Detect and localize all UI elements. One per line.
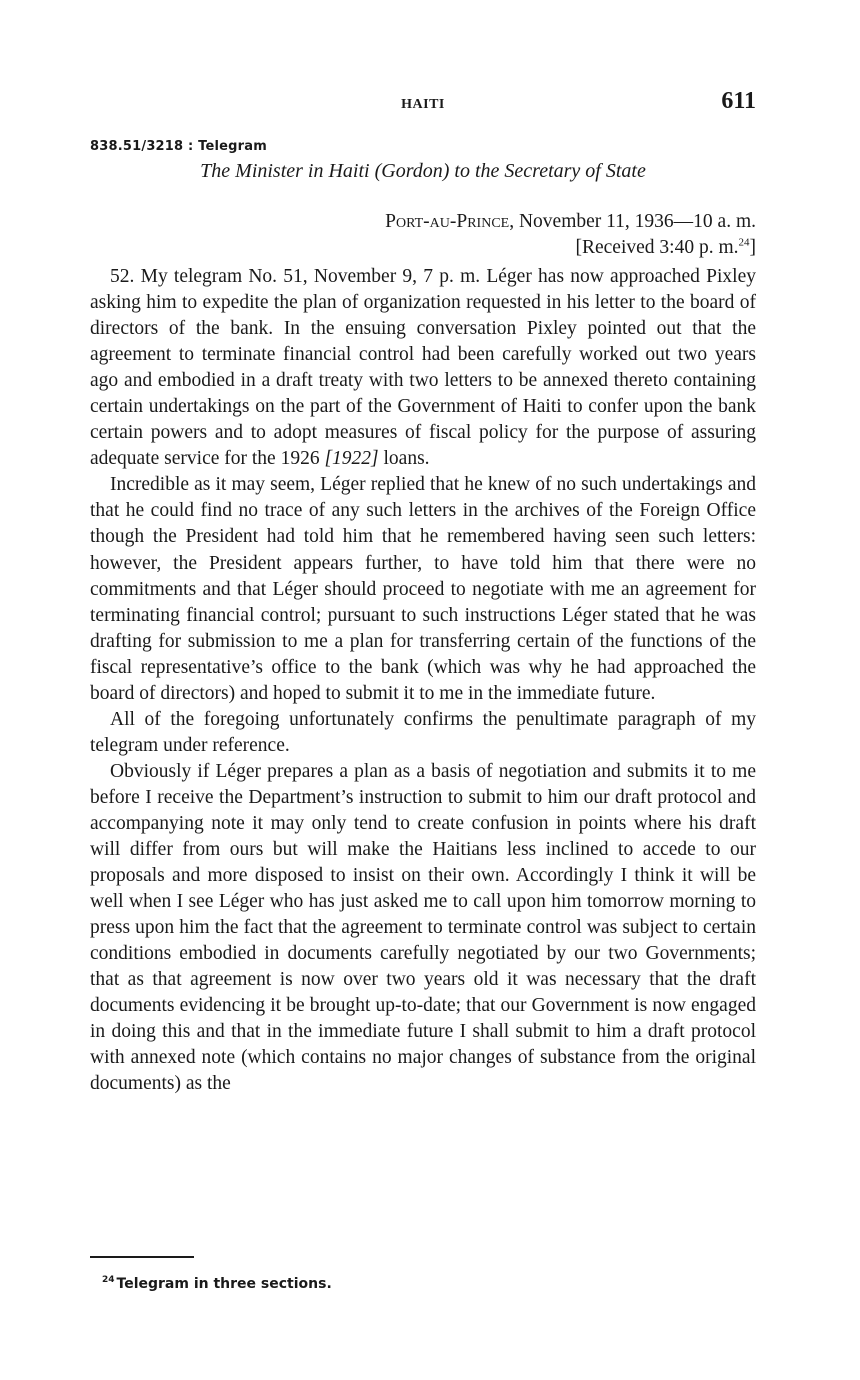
received-footnote-ref: 24 xyxy=(738,236,750,249)
dateline-date: , November 11, 1936—10 a. m. xyxy=(509,211,756,232)
paragraph-1 xyxy=(90,264,756,472)
paragraph-2: Incredible as it may seem, Léger replied that he knew of no such undertakings and that he could find no trace of any such letters in the archives of the Foreign Office though the President had told him that he remembered having seen such letters: however, the President appears further, to have told him that there were no commitments and that Léger should proceed to negotiate with me an agreement for terminating financial control; pursuant to such instructions Léger stated that he was drafting for submission to me a plan for transferring certain of the functions of the fiscal representative’s office to the bank (which was why he had approached the board of directors) and hoped to submit it to me in the immediate future. xyxy=(90,474,756,704)
paragraph-1-text: 52. My telegram No. 51, November 9, 7 p. m. Léger has now approached Pixley asking him to expedite the plan of organization requested in his letter to the board of directors of the bank. In the ensuing conversation Pixley pointed out that the agreement to terminate financial control had been carefully worked out two years ago and embodied in a draft treaty with two letters to be annexed thereto containing certain undertakings on the part of the Government of Haiti to confer upon the bank certain powers and to adopt measures of fiscal policy for the purpose of assuring adequate service for the xyxy=(90,266,756,470)
paragraph-1-correction: [1922] xyxy=(324,448,379,470)
running-title: HAITI xyxy=(401,97,445,112)
document-heading: The Minister in Haiti (Gordon) to the Secretary of State xyxy=(200,160,646,182)
paragraph-1-end: loans. xyxy=(378,448,430,470)
dateline-place: Port-au-Prince xyxy=(385,211,510,232)
running-header xyxy=(90,88,756,122)
document-page xyxy=(90,0,756,1380)
footnote-divider xyxy=(90,1256,194,1258)
footnote-mark: 24 xyxy=(102,1275,115,1286)
file-reference: 838.51/3218 : Telegram xyxy=(90,139,268,154)
page-number: 611 xyxy=(721,88,756,114)
paragraph-4: Obviously if Léger prepares a plan as a basis of negotiation and submits it to me before I receive the Department’s instruction to submit to him our draft protocol and accompanying note it may only tend to create confusion in points where his draft will differ from ours but will make the Haitians less inclined to accede to our proposals and more disposed to insist on their own. Accordingly I think it will be well when I see Léger who has just asked me to call upon him tomorrow morning to press upon him the fact that the agreement to terminate control was subject to certain conditions embodied in documents carefully negotiated by our two Governments; that as that agreement is now over two years old it was necessary that the draft documents evidencing it be brought up-to-date; that our Government is now engaged in doing this and that in the immediate future I shall submit to him a draft protocol with annexed note (which contains no major changes of substance from the original documents) as the xyxy=(90,760,756,1095)
footnote xyxy=(102,1276,332,1292)
paragraph-3: All of the foregoing unfortunately confirms the penultimate paragraph of my telegram under reference. xyxy=(90,708,756,756)
dateline xyxy=(385,209,756,261)
footnote-text: Telegram in three sections. xyxy=(116,1276,332,1292)
paragraph-1-year: 1926 xyxy=(280,448,325,470)
received-close: ] xyxy=(749,237,756,258)
telegram-body xyxy=(90,264,756,1098)
received-text: [Received 3:40 p. m. xyxy=(575,237,739,258)
dateline-received xyxy=(385,235,756,261)
dateline-place-date xyxy=(385,209,756,235)
